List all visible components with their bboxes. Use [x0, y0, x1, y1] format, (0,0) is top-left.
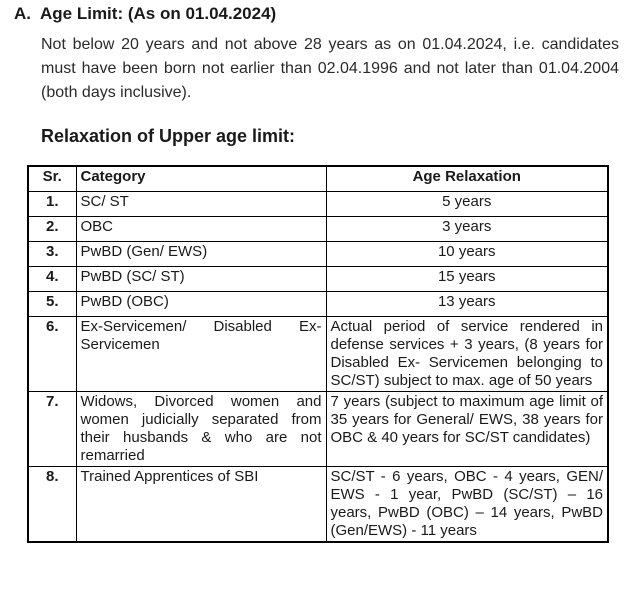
row-category: Trained Apprentices of SBI [76, 467, 326, 543]
row-category: OBC [76, 217, 326, 242]
relaxation-heading: Relaxation of Upper age limit: [41, 126, 296, 146]
age-relaxation-table [27, 165, 609, 543]
table-header-row [28, 166, 608, 192]
row-category: PwBD (Gen/ EWS) [76, 242, 326, 267]
table-row [28, 242, 608, 267]
table-row [28, 317, 608, 392]
header-sr: Sr. [28, 166, 76, 192]
table-row [28, 292, 608, 317]
row-age-relaxation: Actual period of service rendered in defense services + 3 years, (8 years for Disabled Ex- Servicemen belonging to SC/ST) subject to max. age of 50 years [326, 317, 608, 392]
section-title: Age Limit: (As on 01.04.2024) [40, 4, 277, 23]
row-category: PwBD (OBC) [76, 292, 326, 317]
row-sr: 2. [28, 217, 76, 242]
row-sr: 8. [28, 467, 76, 543]
table-row [28, 267, 608, 292]
row-sr: 1. [28, 192, 76, 217]
section-marker: A. [14, 4, 31, 23]
row-sr: 6. [28, 317, 76, 392]
table-row [28, 192, 608, 217]
table-row [28, 467, 608, 543]
row-category: SC/ ST [76, 192, 326, 217]
table-row [28, 217, 608, 242]
row-age-relaxation: 15 years [326, 267, 608, 292]
row-sr: 5. [28, 292, 76, 317]
row-age-relaxation: SC/ST - 6 years, OBC - 4 years, GEN/ EWS - 1 year, PwBD (SC/ST) – 16 years, PwBD (OBC) – 14 years, PwBD (Gen/EWS) - 11 years [326, 467, 608, 543]
age-limit-paragraph: Not below 20 years and not above 28 years as on 01.04.2024, i.e. candidates must have been born not earlier than 02.04.1996 and not later than 01.04.2004 (both days inclusive). [41, 36, 619, 101]
row-age-relaxation: 3 years [326, 217, 608, 242]
row-category: Ex-Servicemen/ Disabled Ex-Servicemen [76, 317, 326, 392]
row-age-relaxation: 13 years [326, 292, 608, 317]
section-a-heading [14, 4, 276, 24]
header-category: Category [76, 166, 326, 192]
row-sr: 3. [28, 242, 76, 267]
header-age-relaxation: Age Relaxation [326, 166, 608, 192]
row-sr: 4. [28, 267, 76, 292]
row-age-relaxation: 7 years (subject to maximum age limit of 35 years for General/ EWS, 38 years for OBC & 40 years for SC/ST candidates) [326, 392, 608, 467]
row-category: Widows, Divorced women and women judicially separated from their husbands & who are not remarried [76, 392, 326, 467]
row-age-relaxation: 5 years [326, 192, 608, 217]
row-category: PwBD (SC/ ST) [76, 267, 326, 292]
row-age-relaxation: 10 years [326, 242, 608, 267]
row-sr: 7. [28, 392, 76, 467]
table-row [28, 392, 608, 467]
